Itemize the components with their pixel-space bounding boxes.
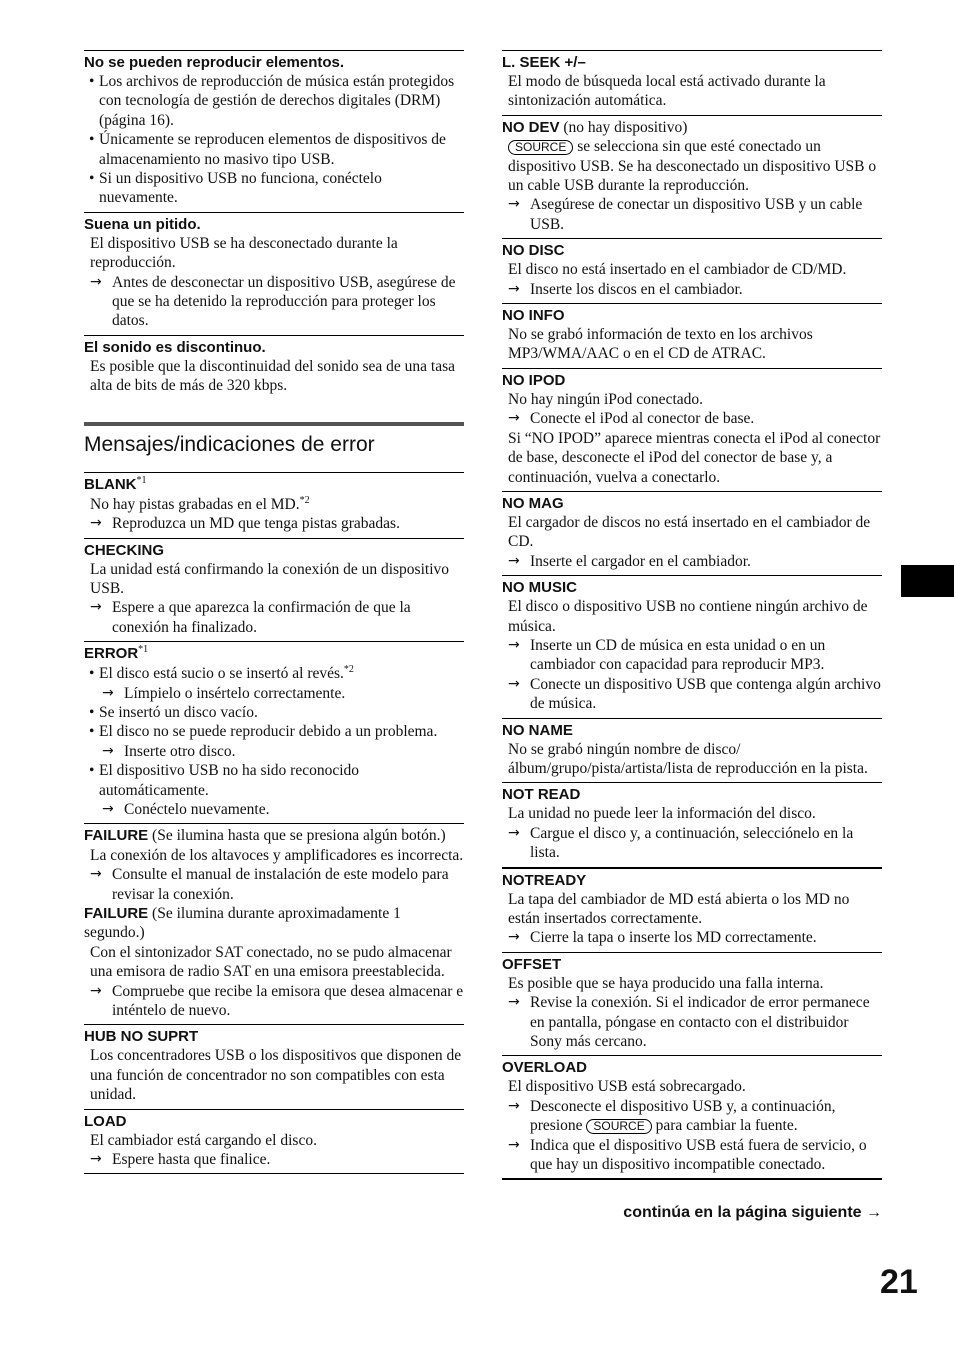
remedy-text: → Compruebe que recibe la emisora que desea almacenar e inténtelo de nuevo. [84,982,464,1021]
bullet-item: • El disco está sucio o se insertó al revés.$^{*2}$ [84,664,464,683]
entry-text: Es posible que la discontinuidad del sonido sea de una tasa alta de bits de más de 320 kbps. [90,357,456,395]
entry-load [84,1109,464,1175]
entry-title: NO NAME [502,721,573,739]
remedy-text: → Antes de desconectar un dispositivo USB, asegúrese de que se ha detenido la reproducción para proteger los datos. [84,273,464,331]
entry-no-dev [502,115,882,238]
entry-title: FAILURE (Se ilumina durante aproximadamente 1 segundo.) [84,905,401,942]
entry-sonido-discontinuo [84,335,464,400]
entry-text: No se grabó ningún nombre de disco/álbum/grupo/pista/artista/lista de reproducción en la pista. [508,740,868,777]
section-tab-marker [901,565,954,597]
entry-title: NO MUSIC [502,579,577,597]
entry-text: La unidad está confirmando la conexión de un dispositivo USB. [90,560,449,597]
entry-text: Los concentradores USB o los dispositivos que disponen de una función de concentrador no son compatibles con esta unidad. [90,1047,462,1104]
remedy-text: → Espere a que aparezca la confirmación de que la conexión ha finalizado. [84,598,464,637]
entry-title: NO DISC [502,242,565,260]
remedy-text: → Reproduzca un MD que tenga pistas grabadas. [84,514,464,533]
bullet-item: • El disco no se puede reproducir debido a un problema. [84,722,464,741]
bullet-item: • El dispositivo USB no ha sido reconocido automáticamente. [84,761,464,800]
entry-no-name [502,718,882,783]
bullet-item: • Si un dispositivo USB no funciona, conéctelo nuevamente. [84,169,464,208]
source-button-icon: SOURCE [508,140,573,155]
remedy-text: → Inserte otro disco. [84,742,464,761]
entry-title: CHECKING [84,541,165,559]
entry-title: ERROR$^{*1}$ [84,644,149,663]
entry-pitido [84,212,464,335]
entry-title: Suena un pitido. [84,215,201,233]
remedy-text: → Cargue el disco y, a continuación, selecciónelo en la lista. [502,824,882,863]
entry-title: NOT READ [502,786,581,804]
remedy-text: → Conéctelo nuevamente. [84,800,464,819]
remedy-text: → Límpielo o insértelo correctamente. [84,684,464,703]
source-button-icon: SOURCE [586,1119,651,1134]
entry-no-music [502,575,882,717]
remedy-text: → Desconecte el dispositivo USB y, a continuación, presione SOURCE para cambiar la fuente. [502,1097,882,1136]
bullet-item: • Los archivos de reproducción de música están protegidos con tecnología de gestión de derechos digitales (DRM) (página 16). [84,72,464,130]
entry-text: No hay ningún iPod conectado. [508,390,704,408]
entry-text: La tapa del cambiador de MD está abierta o los MD no están insertados correctamente. [508,890,850,927]
entry-text: El disco no está insertado en el cambiador de CD/MD. [508,261,847,279]
entry-title: El sonido es discontinuo. [84,338,266,356]
bullet-item: • Se insertó un disco vacío. [84,703,464,722]
entry-notready [502,867,882,952]
remedy-text: → Cierre la tapa o inserte los MD correctamente. [502,928,882,947]
entry-text: El cargador de discos no está insertado en el cambiador de CD. [508,513,871,551]
entry-title: NO DEV (no hay dispositivo) [502,118,688,136]
entry-text: No hay pistas grabadas en el MD.$^{*2}$ [90,494,310,513]
remedy-text: → Indica que el dispositivo USB está fuera de servicio, o que hay un dispositivo incompatible conectado. [502,1136,882,1175]
entry-title: FAILURE (Se ilumina hasta que se presiona algún botón.) [84,827,446,845]
entry-title: NOTREADY [502,871,587,889]
entry-title: LOAD [84,1112,127,1130]
entry-not-read [502,782,882,866]
section-header [84,422,464,458]
entry-title: OVERLOAD [502,1059,588,1077]
entry-text: La unidad no puede leer la información del disco. [508,805,816,823]
entry-title: OFFSET [502,955,562,973]
entry-no-mag [502,491,882,575]
entry-text: El dispositivo USB está sobrecargado. [508,1078,746,1096]
entry-failure [84,823,464,1024]
bullet-item: • Únicamente se reproducen elementos de dispositivos de almacenamiento no masivo tipo USB. [84,130,464,169]
entry-no-info [502,303,882,368]
remedy-text: → Inserte los discos en el cambiador. [502,280,882,299]
entry-text: El modo de búsqueda local está activado durante la sintonización automática. [508,73,826,110]
entry-hub-no-suprt [84,1024,464,1108]
entry-title: No se pueden reproducir elementos. [84,54,345,71]
remedy-text: → Conecte el iPod al conector de base. [502,409,882,428]
entry-l-seek [502,50,882,115]
entry-text: La conexión de los altavoces y amplificadores es incorrecta. [90,846,464,864]
remedy-text: → Inserte un CD de música en esta unidad o en un cambiador con capacidad para reproducir MP3. [502,636,882,675]
entry-title: HUB NO SUPRT [84,1028,199,1046]
entry-title: L. SEEK +/– [502,54,586,71]
entry-no-disc [502,238,882,303]
entry-overload [502,1055,882,1180]
entry-text: Es posible que se haya producido una falla interna. [508,974,824,992]
entry-text: SOURCE se selecciona sin que esté conectado un dispositivo USB. Se ha desconectado un dispositivo USB o un cable USB durante la reproducción. [508,138,877,195]
page-number: 21 [880,1263,918,1301]
entry-text: No se grabó información de texto en los archivos MP3/WMA/AAC o en el CD de ATRAC. [508,326,813,363]
remedy-text: → Consulte el manual de instalación de este modelo para revisar la conexión. [84,865,464,904]
entry-title: BLANK$^{*1}$ [84,474,147,493]
left-column [84,50,464,1174]
remedy-text: → Asegúrese de conectar un dispositivo USB y un cable USB. [502,195,882,234]
entry-error [84,641,464,823]
entry-no-reproducir [84,50,464,212]
entry-text: El dispositivo USB se ha desconectado durante la reproducción. [90,234,398,272]
entry-title: NO MAG [502,494,564,512]
entry-text: El cambiador está cargando el disco. [90,1131,317,1149]
right-column [502,50,882,1180]
section-title: Mensajes/indicaciones de error [84,432,375,456]
entry-blank [84,472,464,538]
entry-no-ipod [502,368,882,491]
entry-title: NO INFO [502,307,565,325]
entry-checking [84,538,464,642]
entry-text: Con el sintonizador SAT conectado, no se pudo almacenar una emisora de radio SAT en una emisora preestablecida. [90,943,452,981]
continue-note: continúa en la página siguiente → [623,1204,882,1221]
remedy-text: → Inserte el cargador en el cambiador. [502,552,882,571]
entry-title: NO IPOD [502,371,566,389]
entry-text: Si “NO IPOD” aparece mientras conecta el iPod al conector de base, desconecte el iPod del conector de base y, a continuación, vuelva a conectarlo. [508,429,881,486]
entry-text: El disco o dispositivo USB no contiene ningún archivo de música. [508,598,868,635]
remedy-text: → Espere hasta que finalice. [84,1150,464,1169]
remedy-text: → Conecte un dispositivo USB que contenga algún archivo de música. [502,675,882,714]
remedy-text: → Revise la conexión. Si el indicador de error permanece en pantalla, póngase en contacto con el distribuidor Sony más cercano. [502,993,882,1051]
entry-offset [502,952,882,1056]
